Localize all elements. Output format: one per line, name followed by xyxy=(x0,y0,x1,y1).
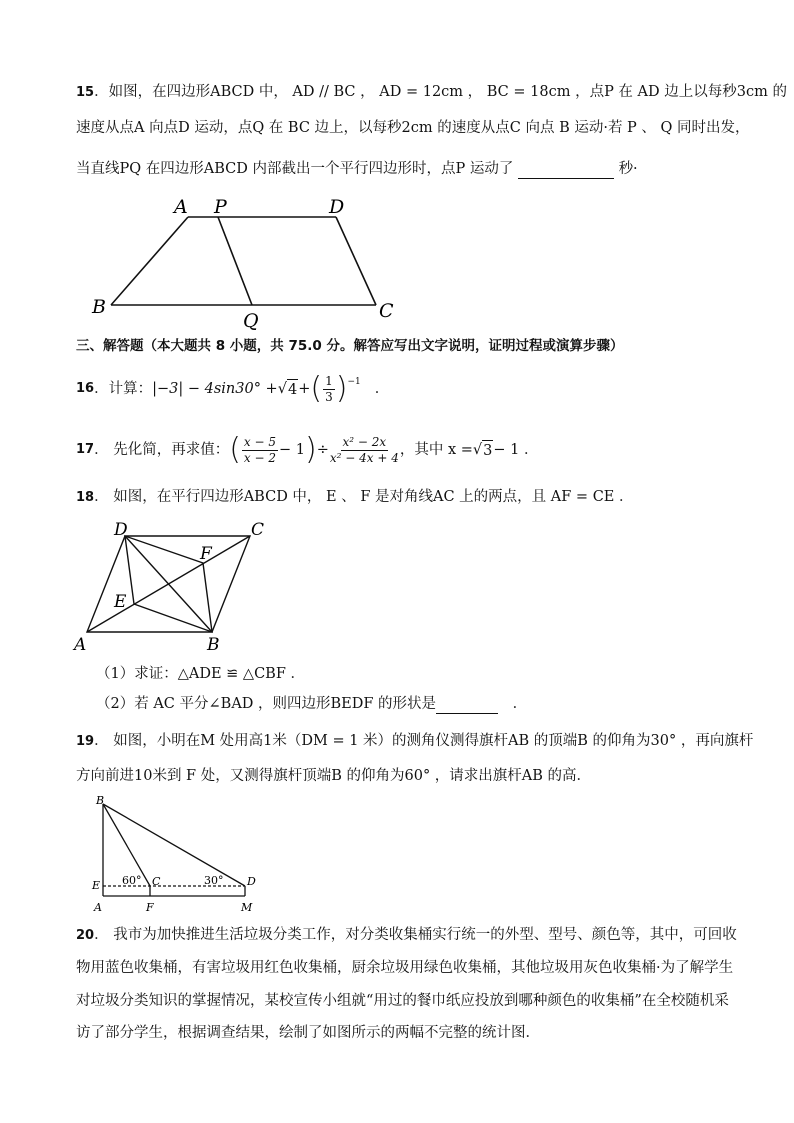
q17-f1-num: x − 5 xyxy=(243,434,277,449)
q17-f1-den: x − 2 xyxy=(243,450,277,465)
q15-line2: 速度从点A 向点D 运动，点Q 在 BC 边上，以每秒2cm 的速度从点C 向点 B 运动·若 P 、 Q 同时出发， xyxy=(76,120,750,136)
q17-f2-den: x² − 4x + 4 xyxy=(329,450,399,465)
q18-parallelogram-figure xyxy=(70,516,280,656)
q18-sub2-text: （2）若 AC 平分∠BAD ，则四边形BEDF 的形状是 xyxy=(96,696,437,712)
q16-sqrt: 4 xyxy=(287,379,298,400)
q17-where: ，其中 x = xyxy=(399,442,473,458)
q20-line1 xyxy=(76,925,737,946)
q16-number: 16 xyxy=(76,381,95,396)
angle-30: 30° xyxy=(204,874,224,887)
q16-plus: + xyxy=(298,381,311,397)
q18-number: 18 xyxy=(76,490,95,505)
q20-number: 20 xyxy=(76,928,95,943)
section-3-heading: 三、解答题（本大题共 8 小题，共 75.0 分。解答应写出文字说明，证明过程或演算步骤） xyxy=(76,338,624,354)
q19-text-1: ． 如图，小明在M 处用高1米（DM = 1 米）的测角仪测得旗杆AB 的顶端B 的仰角为30° ，再向旗杆 xyxy=(94,733,754,749)
label-m: M xyxy=(241,901,253,914)
q16-exponent: −1 xyxy=(347,377,361,387)
q15-line3 xyxy=(76,159,726,179)
q19-line2: 方向前进10米到 F 处，又测得旗杆顶端B 的仰角为60° ，请求出旗杆AB 的高． xyxy=(76,768,592,784)
q16-fraction xyxy=(323,374,335,405)
q17-number: 17 xyxy=(76,442,95,457)
q15-text-3: 当直线PQ 在四边形ABCD 内部截出一个平行四边形时，点P 运动了 xyxy=(76,161,514,177)
q20-line4: 访了部分学生，根据调查结果，绘制了如图所示的两幅不完整的统计图． xyxy=(76,1025,540,1041)
label-d: D xyxy=(247,875,256,888)
q18-answer-blank[interactable] xyxy=(436,713,498,714)
q18-sub1: （1）求证：△ADE ≌ △CBF ． xyxy=(96,666,305,682)
label-a: A xyxy=(74,635,87,655)
q15-unit: 秒· xyxy=(618,161,638,177)
label-b: B xyxy=(207,635,220,655)
label-d: D xyxy=(114,520,128,540)
q17-frac2 xyxy=(330,435,399,466)
label-q: Q xyxy=(243,310,259,332)
q17-tail: − 1 ． xyxy=(493,442,539,458)
q18-line1 xyxy=(76,487,726,508)
q18-text: ． 如图，在平行四边形ABCD 中， E 、 F 是对角线AC 上的两点，且 AF = CE ． xyxy=(94,489,634,505)
q16-expr: |−3| − 4sin30° + xyxy=(152,381,278,397)
q17-div: ÷ xyxy=(316,442,329,458)
q18-sub2 xyxy=(96,694,746,714)
label-c: C xyxy=(152,875,161,888)
q20-line3: 对垃圾分类知识的掌握情况，某校宣传小组就“用过的餐巾纸应投放到哪种颜色的收集桶”在全校随机采 xyxy=(76,993,729,1009)
q16-line: 16 ．计算： |−3| − 4sin30° + √ 4 + ( $\frac{1}{3}$ ) $^{-1}$ ． xyxy=(76,371,390,406)
angle-60: 60° xyxy=(122,874,142,887)
label-c: C xyxy=(251,520,265,540)
label-c: C xyxy=(379,300,394,322)
q17-frac1 xyxy=(242,435,278,466)
label-p: P xyxy=(214,196,227,218)
q18-sub2-end: ． xyxy=(512,696,528,712)
q17-minus: − 1 xyxy=(279,442,305,458)
label-e: E xyxy=(114,592,127,612)
label-d: D xyxy=(329,196,345,218)
q16-frac-num: 1 xyxy=(325,373,333,388)
q19-number: 19 xyxy=(76,734,95,749)
q16-lead: ．计算： xyxy=(94,381,153,397)
q17-lead: ． 先化简，再求值： xyxy=(94,442,230,458)
q17-sqrt: 3 xyxy=(482,440,493,461)
label-e: E xyxy=(92,879,101,892)
edge-dc xyxy=(336,217,376,305)
label-b: B xyxy=(96,794,105,807)
q19-line1 xyxy=(76,731,754,752)
segment-pq xyxy=(218,217,252,305)
q15-number: 15 xyxy=(76,85,95,100)
q19-flagpole-figure xyxy=(88,794,268,918)
q17-f2-num: x² − 2x xyxy=(342,434,387,449)
q15-answer-blank[interactable] xyxy=(518,178,614,179)
label-b: B xyxy=(92,296,106,318)
q15-trapezoid-figure xyxy=(86,193,406,333)
label-f: F xyxy=(200,544,212,564)
q15-text-1: ．如图，在四边形ABCD 中， AD // BC ， AD = 12cm ， BC = 18cm ，点P 在 AD 边上以每秒3cm 的 xyxy=(94,84,787,100)
q16-frac-den: 3 xyxy=(325,389,333,404)
q20-line2: 物用蓝色收集桶，有害垃圾用红色收集桶，厨余垃圾用绿色收集桶，其他垃圾用灰色收集桶·为了解学生 xyxy=(76,960,734,976)
label-f: F xyxy=(146,901,154,914)
q15-line1 xyxy=(76,82,787,103)
label-a: A xyxy=(174,196,188,218)
edge-ab xyxy=(111,217,188,305)
label-a: A xyxy=(94,901,102,914)
q16-end: ． xyxy=(374,381,390,397)
q20-text-1: ． 我市为加快推进生活垃圾分类工作，对分类收集桶实行统一的外型、型号、颜色等，其中，可回收 xyxy=(94,927,737,943)
q17-line: 17 ． 先化简，再求值： ( $\frac{x - 5}{x - 2}$ − 1 ) ÷ $\frac{\text{x² − 2x}}{\text{x² − 4x + 4}}$ ，其中 x = √ 3 − 1 ． xyxy=(76,432,539,467)
